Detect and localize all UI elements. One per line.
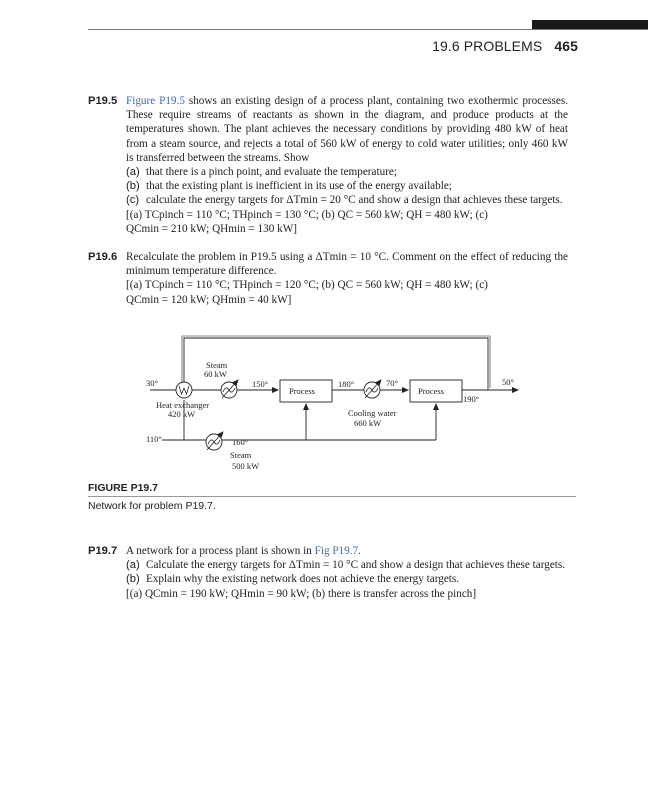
header-rule-thick: [532, 20, 648, 29]
answer-line: QCmin = 210 kW; QHmin = 130 kW]: [126, 222, 297, 235]
item-text: Calculate the energy targets for ΔTmin = 10 °C and show a design that achieves these targets.: [146, 559, 566, 572]
running-head: [432, 38, 578, 54]
cooling-water-label: Cooling water: [348, 408, 397, 418]
list-item: [126, 179, 568, 193]
answer-line: QCmin = 120 kW; QHmin = 40 kW]: [126, 293, 292, 306]
cooling-water-kw: 660 kW: [354, 418, 382, 428]
answer-line: [(a) TCpinch = 110 °C; THpinch = 120 °C; (b) QC = 560 kW; QH = 480 kW; (c): [126, 279, 488, 292]
item-label: (a): [126, 559, 140, 572]
hx-kw: 420 kW: [168, 409, 196, 419]
process-label-2: Process: [418, 386, 444, 396]
answer-line: [(a) TCpinch = 110 °C; THpinch = 130 °C; (b) QC = 560 kW; QH = 480 kW; (c): [126, 208, 488, 221]
temp-110: 110°: [146, 434, 162, 444]
steam-top-kw: 60 kW: [204, 369, 227, 379]
figure-link[interactable]: Fig P19.7: [314, 545, 359, 557]
steam-top-label: Steam: [206, 360, 228, 370]
list-item: [126, 193, 568, 207]
steam-bottom-kw: 500 kW: [232, 461, 260, 471]
answer: [126, 278, 568, 306]
intro-text: shows an existing design of a process plant, containing two exothermic processes. These require streams of reactants as shown in the diagram, and produce products at the temperatures shown. The plant achieves the necessary conditions by providing 480 kW of heat from a steam source, and rejects a total of 560 kW of energy to cold water utilities; only 460 kW is transferred between the streams. Show: [126, 95, 569, 164]
item-label: (a): [126, 166, 140, 179]
intro-text: A network for a process plant is shown in: [126, 545, 312, 557]
temp-150: 150°: [252, 379, 269, 389]
answer: [(a) QCmin = 190 kW; QHmin = 90 kW; (b) there is transfer across the pinch]: [126, 587, 477, 600]
problem-p19-7: [88, 544, 568, 601]
figure-label: FIGURE P19.7: [88, 482, 159, 494]
problem-number: P19.7: [88, 545, 118, 557]
item-text: Explain why the existing network does not achieve the energy targets.: [146, 573, 460, 586]
figure-link[interactable]: Figure P19.5: [126, 95, 185, 107]
problem-intro: [126, 94, 568, 165]
figure-caption: Network for problem P19.7.: [88, 500, 216, 512]
item-label: (b): [126, 180, 140, 193]
process-network-diagram: [88, 330, 628, 480]
process-label-1: Process: [289, 386, 315, 396]
problem-number: P19.6: [88, 251, 118, 263]
temp-190: 190°: [463, 394, 480, 404]
temp-160: 160°: [232, 437, 249, 447]
problem-p19-5: [88, 94, 568, 236]
item-text: calculate the energy targets for ΔTmin = 20 °C and show a design that achieves these targets.: [146, 194, 563, 207]
list-item: [126, 572, 568, 586]
steam-bottom-label: Steam: [230, 450, 252, 460]
hx-label: Heat exchanger: [156, 400, 210, 410]
problem-p19-6: [88, 250, 568, 307]
problem-text: Recalculate the problem in P19.5 using a ΔTmin = 10 °C. Comment on the effect of reducing the minimum temperature difference.: [126, 251, 568, 278]
item-text: that there is a pinch point, and evaluate the temperature;: [146, 166, 397, 179]
temp-180: 180°: [338, 379, 355, 389]
list-item: [126, 558, 568, 572]
caption-rule: [88, 496, 576, 497]
page-number: 465: [554, 38, 578, 54]
item-label: (b): [126, 573, 140, 586]
header-rule-thin: [88, 29, 648, 30]
heat-exchanger-symbol: [176, 382, 192, 398]
problem-intro: A network for a process plant is shown in Fig P19.7.: [126, 545, 361, 557]
list-item: [126, 165, 568, 179]
problem-number: P19.5: [88, 95, 118, 107]
temp-30: 30°: [146, 378, 158, 388]
item-label: (c): [126, 194, 140, 207]
temp-70: 70°: [386, 378, 398, 388]
section-title: 19.6 PROBLEMS: [432, 38, 543, 54]
answer: [126, 208, 568, 236]
temp-50: 50°: [502, 377, 514, 387]
item-text: that the existing plant is inefficient in its use of the energy available;: [146, 180, 452, 193]
